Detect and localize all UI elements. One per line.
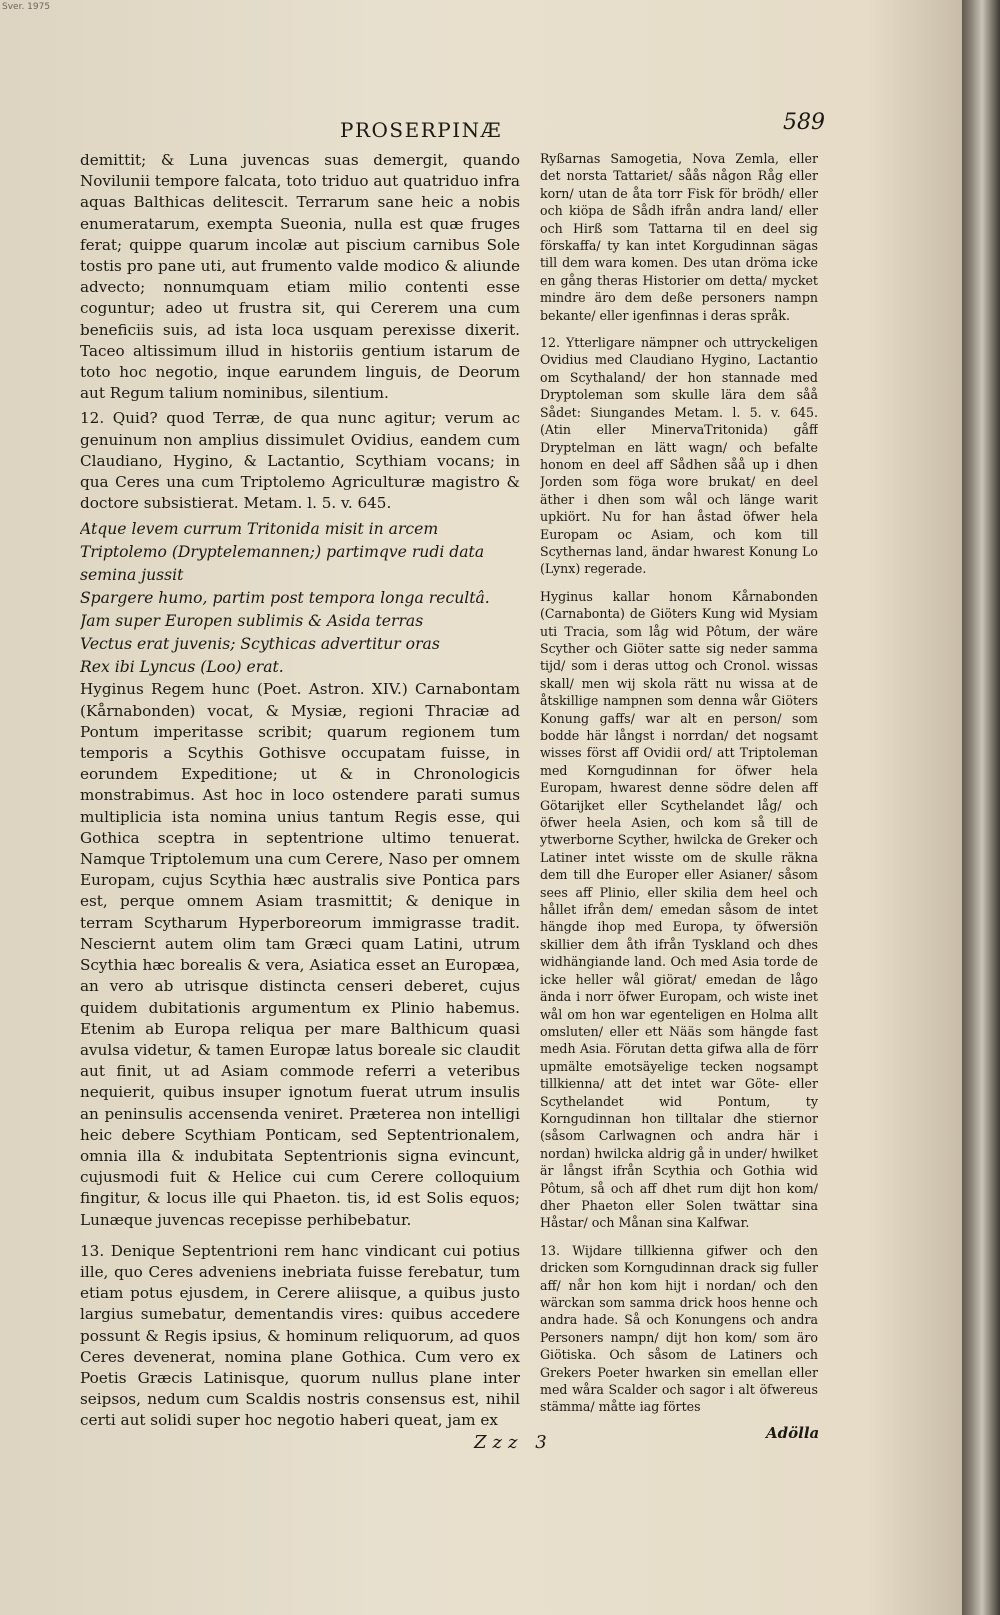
latin-column — [80, 150, 520, 1450]
swedish-column — [540, 150, 818, 1450]
verse-line-4: Jam super Europen sublimis & Asida terras — [80, 612, 424, 631]
verse-line-1: Atque levem currum Tritonida misit in arcem — [80, 520, 439, 539]
latin-paragraph-1: demittit; & Luna juvencas suas demergit, quando Novilunii tempore falcata, toto triduo aut quatriduo infra aquas Balthicas delitescit. Terrarum sane heic a nobis enumeratarum, exempta Sueonia, nulla est quæ fruges ferat; quippe quarum incolæ aut piscium carnibus Sole tostis pro pane uti, aut frumento valde modico & aliunde advecto; nonnumquam etiam milio contenti esse coguntur; adeo ut frustra sit, qui Cererem una cum beneficiis suis, ad ista loca usquam perexisse dixerit. Taceo altissimum illud in historiis gentium istarum de toto hoc negotio, inque earundem linguis, de Deorum aut Regum talium nominibus, silentium. — [80, 151, 520, 403]
running-header: PROSERPINÆ — [340, 118, 503, 142]
verse-line-2: Triptolemo (Dryptelemannen;) partimqve rudi data semina jussit — [80, 543, 485, 585]
swedish-paragraph-2: 12. Ytterligare nämpner och uttryckeligen Ovidius med Claudiano Hygino, Lactantio om Scythaland/ der hon stannade med Dryptoleman som skulle lära dem såå Sådet: Siungandes Metam. l. 5. v. 645. (Atin eller MinervaTritonida) gåff Dryptelman en lätt wagn/ och befalte honom en deel aff Sådhen såå up i dhen Jorden som föga wore brukat/ en deel äther i dhen som wål och länge warit upkiört. Nu for han åstad öfwer hela Europam oc Asiam, och kom till Scythernas land, ändar hwarest Konung Lo (Lynx) regerade. — [540, 335, 818, 577]
swedish-paragraph-1: Ryßarnas Samogetia, Nova Zemla, eller det norsta Tattariet/ såås någon Råg eller korn/ utan de åta torr Fisk för brödh/ eller och kiöpa de Sådh ifrån andra land/ eller och Hirß som Tattarna til en deel sig förskaffa/ ty kan intet Korgudinnan sägas till dem wara komen. Des utan dröma icke en gång theras Historier om detta/ mycket mindre äro dem deße personers nampn bekante/ eller igenfinnas i deras språk. — [540, 151, 818, 323]
latin-paragraph-4: 13. Denique Septentrioni rem hanc vindicant cui potius ille, quo Ceres adveniens inebriata fuisse ferebatur, tum etiam potus ejusdem, in Cerere aliisque, a quibus justo largius sumebatur, dementandis vires: quibus accedere possunt & Regis ipsius, & hominum reliquorum, ad quos Ceres devenerat, nomina plane Gothica. Cum vero ex Poetis Græcis Latinisque, quorum nullus plane inter seipsos, nedum cum Scaldis nostris consensus est, nihil certi aut solidi super hoc negotio haberi queat, jam ex — [80, 1241, 520, 1430]
book-page-edges — [960, 0, 1000, 1615]
verse-line-3: Spargere humo, partim post tempora longa recultâ. — [80, 589, 490, 608]
page-number: 589 — [783, 110, 825, 135]
signature-mark: Zzz 3 — [474, 1432, 553, 1453]
corner-mark: Sver. 1975 — [2, 2, 51, 12]
verse-line-6: Rex ibi Lyncus (Loo) erat. — [80, 658, 284, 677]
latin-paragraph-3: Hyginus Regem hunc (Poet. Astron. XIV.) Carnabontam (Kårnabonden) vocat, & Mysiæ, regioni Thraciæ ad Pontum imperitasse scribit; quarum regionem tum temporis a Scythis Gothisve occupatam fuisse, in eorundem Expeditione; ut & in Chronologicis monstrabimus. Ast hoc in loco ostendere parati sumus multiplicia ista nomina unius tantum Regis esse, qui Gothica sceptra in septentrione ultimo tenuerat. Namque Triptolemum una cum Cerere, Naso per omnem Europam, cujus Scythia hæc australis sive Pontica pars est, perque omnem Asiam trasmittit; & denique in terram Scytharum Hyperboreorum immigrasse tradit. Nesciernt autem olim tam Græci quam Latini, utrum Scythia hæc borealis & vera, Asiatica esset an Europæa, an vero ab utrisque distincta censeri deberet, cujus quidem dubitationis argumentum ex Plinio habemus. Etenim ab Europa reliqua per mare Balthicum quasi avulsa videtur, & tamen Europæ latus boreale sic claudit aut finit, ut ad Asiam commode referri a veteribus nequierit, quibus insuper ignotum fuerat utrum insulis an peninsulis accensenda veniret. Præterea non intelligi heic debere Scythiam Ponticam, sed Septentrionalem, omnia illa & indubitata Septentrionis signa evincunt, cujusmodi fuit & Helice cui cum Cerere colloquium fingitur, & locus ille qui Phaeton. tis, id est Solis equos; Lunæque juvencas recepisse perhibebatur. — [80, 680, 520, 1229]
catchword: Adölla — [766, 1424, 820, 1442]
swedish-paragraph-4: 13. Wijdare tillkienna gifwer och den dricken som Korngudinnan drack sig fuller aff/ når hon kom hijt i nordan/ och den wärckan som samma drick hoos henne och andra hade. Så och Konungens och andra Personers nampn/ dijt hon kom/ som äro Giötiska. Och såsom de Latiners och Grekers Poeter hwarken sin emellan eller med wåra Scalder och sagor i alt öfwereus stämma/ måtte iag förtes — [540, 1242, 818, 1415]
verse-line-5: Vectus erat juvenis; Scythicas advertitur oras — [80, 635, 440, 654]
swedish-paragraph-3: Hyginus kallar honom Kårnabonden (Carnabonta) de Giöters Kung wid Mysiam uti Tracia, som låg wid Pôtum, der wäre Scyther och Giöter satte sig neder samma tijd/ som i deras uttog och Cronol. wissas skall/ men wij skola rätt nu wissa at de åtskillige nampnen som denna wår Giöters Konung gaffs/ war alt en person/ som bodde här långst i norrdan/ det nogsamt wisses först aff Ovidii ord/ att Triptoleman med Korngudinnan for öfwer hela Europam, hwarest denne södre delen aff Götarijket eller Scythelandet låg/ och öfwer heela Asien, och kom så till de ytwerborne Scyther, hwilcka de Greker och Latiner intet wisste om de skulle räkna dem till dhe Europer eller Asianer/ såsom sees aff Plinio, eller skilia dem heel och hållet ifrån dem/ emedan såsom de intet hängde ihop med Europa, ty öfwersiön skillier dem åth ifrån Tyskland och dhes widhängiande land. Och med Asia torde de icke heller wål giörat/ emedan de lågo ända i norr öfwer Europam, och wiste inet wål om hon war egenteligen en Holma allt omsluten/ eller ett Nääs som hängde fast medh Asia. Förutan detta gifwa alla de förr upmälte emotsäyelige tecken nogsampt tillkienna/ att det intet war Göte- eller Scythelandet wid Pontum, ty Korngudinnan hon tilltalar dhe stiernor (såsom Carlwagnen och andra här i nordan) hwilcka aldrig gå in under/ hwilket är långst ifrån Scythia och Gothia wid Pôtum, så och aff dhet rum dijt hon kom/ dher Phaeton eller Solen twättar sina Håstar/ och Månan sina Kalfwar. — [540, 588, 818, 1231]
latin-paragraph-2: 12. Quid? quod Terræ, de qua nunc agitur; verum ac genuinum non amplius dissimulet Ovidius, eandem cum Claudiano, Hygino, & Lactantio, Scythiam vocans; in qua Ceres una cum Triptolemo Agriculturæ magistro & doctore subsistierat. Metam. l. 5. v. 645. — [80, 409, 520, 513]
